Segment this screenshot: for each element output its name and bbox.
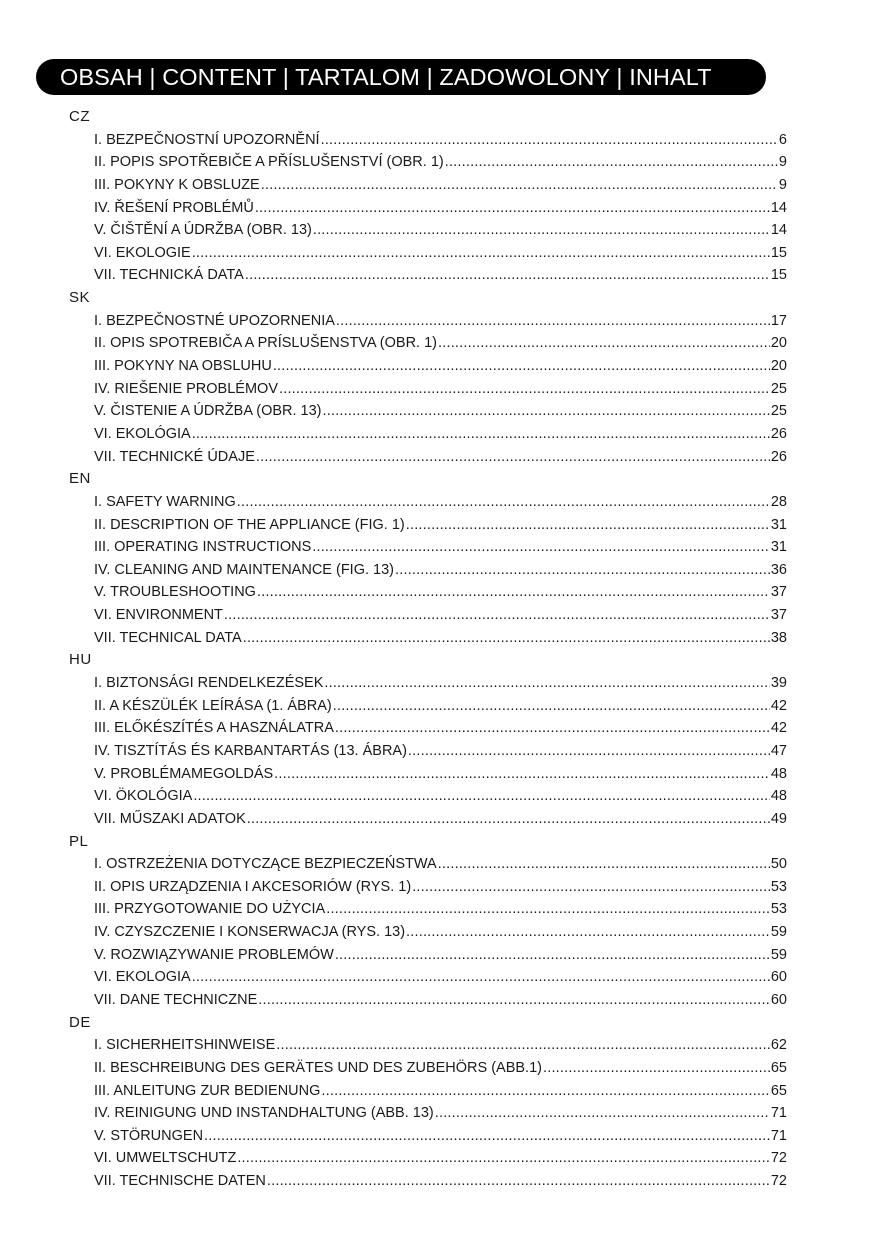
toc-entry-title: II. A KÉSZÜLÉK LEÍRÁSA (1. ÁBRA) [94, 697, 332, 714]
toc-entry-title: III. PRZYGOTOWANIE DO UŻYCIA [94, 901, 326, 918]
dot-leader [313, 219, 770, 242]
toc-entry-page-number: 20 [770, 358, 787, 375]
toc-entry[interactable] [69, 921, 787, 944]
toc-entry[interactable] [69, 151, 787, 174]
toc-entry-page-number: 39 [770, 675, 787, 692]
toc-entry-page-number: 65 [770, 1059, 787, 1076]
toc-entry-title: IV. CZYSZCZENIE I KONSERWACJA (RYS. 13) [94, 924, 406, 941]
dot-leader [237, 491, 770, 514]
toc-entry-page-number: 42 [770, 697, 787, 714]
dot-leader [312, 536, 770, 559]
toc-entry-page-number: 53 [770, 901, 787, 918]
dot-leader [237, 1147, 770, 1170]
dot-leader [192, 423, 770, 446]
toc-entry[interactable] [69, 876, 787, 899]
toc-entry-title: VI. EKOLOGIA [94, 969, 191, 986]
dot-leader [267, 1170, 770, 1193]
toc-entry-title: VI. ENVIRONMENT [94, 607, 223, 624]
dot-leader [243, 627, 770, 650]
toc-entry-title: II. POPIS SPOTŘEBIČE A PŘÍSLUŠENSTVÍ (OBR. 1) [94, 154, 444, 171]
dot-leader [333, 695, 770, 718]
toc-entry[interactable] [69, 853, 787, 876]
dot-leader [276, 1034, 770, 1057]
toc-entry-page-number: 48 [770, 788, 787, 805]
toc-entry-title: IV. ŘEŠENÍ PROBLÉMŮ [94, 199, 254, 216]
toc-entry-title: I. OSTRZEŻENIA DOTYCZĄCE BEZPIECZEŃSTWA [94, 856, 437, 873]
toc-entry-title: VII. TECHNICKÁ DATA [94, 267, 244, 284]
toc-entry-page-number: 26 [770, 425, 787, 442]
contents-title-bar [36, 59, 766, 95]
toc-entry-title: VI. ÖKOLÓGIA [94, 788, 193, 805]
dot-leader [261, 174, 778, 197]
toc-entry[interactable] [69, 966, 787, 989]
toc-entry-page-number: 9 [778, 176, 787, 193]
toc-entry-title: III. OPERATING INSTRUCTIONS [94, 539, 312, 556]
toc-entry-title: VII. MŰSZAKI ADATOK [94, 810, 246, 827]
toc-entry[interactable] [69, 310, 787, 333]
table-of-contents [69, 106, 787, 1193]
language-section-code: CZ [69, 108, 90, 125]
toc-entry-page-number: 62 [770, 1037, 787, 1054]
toc-entry[interactable] [69, 1102, 787, 1125]
dot-leader [323, 400, 770, 423]
toc-entry[interactable] [69, 695, 787, 718]
toc-entry[interactable] [69, 717, 787, 740]
toc-entry-title: VI. EKOLOGIE [94, 244, 191, 261]
toc-entry[interactable] [69, 536, 787, 559]
toc-entry-page-number: 9 [778, 154, 787, 171]
toc-entry-title: IV. REINIGUNG UND INSTANDHALTUNG (ABB. 13) [94, 1105, 434, 1122]
language-section-code: DE [69, 1013, 91, 1031]
toc-entry-title: V. ROZWIĄZYWANIE PROBLEMÓW [94, 946, 334, 963]
language-section-code: EN [69, 470, 91, 488]
toc-entry-page-number: 20 [770, 335, 787, 352]
dot-leader [438, 853, 770, 876]
toc-entry[interactable] [69, 378, 787, 401]
toc-entry-page-number: 25 [770, 380, 787, 397]
dot-leader [335, 717, 770, 740]
toc-entry[interactable] [69, 763, 787, 786]
dot-leader [412, 876, 770, 899]
toc-entry-page-number: 14 [770, 222, 787, 239]
dot-leader [336, 310, 770, 333]
dot-leader [543, 1057, 770, 1080]
toc-entry-title: V. ČIŠTĚNÍ A ÚDRŽBA (OBR. 13) [94, 222, 312, 239]
toc-entry-page-number: 37 [770, 607, 787, 624]
toc-entry[interactable] [69, 174, 787, 197]
toc-entry[interactable] [69, 898, 787, 921]
toc-entry[interactable] [69, 672, 787, 695]
toc-entry-page-number: 17 [770, 312, 787, 329]
toc-entry[interactable] [69, 1147, 787, 1170]
dot-leader [279, 378, 770, 401]
dot-leader [438, 332, 770, 355]
toc-entry-title: II. DESCRIPTION OF THE APPLIANCE (FIG. 1) [94, 516, 405, 533]
toc-entry-page-number: 60 [770, 991, 787, 1008]
page-title: OBSAH | CONTENT | TARTALOM | ZADOWOLONY | INHALT [60, 64, 712, 90]
toc-entry[interactable] [69, 242, 787, 265]
toc-entry-page-number: 65 [770, 1082, 787, 1099]
toc-entry[interactable] [69, 1170, 787, 1193]
toc-entry-title: VI. UMWELTSCHUTZ [94, 1150, 237, 1167]
toc-entry[interactable] [69, 1057, 787, 1080]
toc-entry-page-number: 49 [770, 810, 787, 827]
dot-leader [406, 514, 770, 537]
dot-leader [408, 740, 770, 763]
toc-entry-title: II. OPIS URZĄDZENIA I AKCESORIÓW (RYS. 1) [94, 878, 412, 895]
toc-entry-page-number: 59 [770, 946, 787, 963]
dot-leader [321, 129, 778, 152]
toc-entry[interactable] [69, 355, 787, 378]
toc-entry-title: VII. TECHNISCHE DATEN [94, 1173, 266, 1190]
dot-leader [256, 446, 770, 469]
toc-entry-title: III. POKYNY K OBSLUZE [94, 176, 260, 193]
toc-entry-page-number: 36 [770, 561, 787, 578]
toc-entry-title: III. ELŐKÉSZÍTÉS A HASZNÁLATRA [94, 720, 334, 737]
toc-entry-page-number: 71 [770, 1105, 787, 1122]
toc-entry[interactable] [69, 423, 787, 446]
toc-entry-title: II. BESCHREIBUNG DES GERÄTES UND DES ZUBEHÖRS (ABB.1) [94, 1059, 542, 1076]
toc-entry[interactable] [69, 559, 787, 582]
toc-entry-page-number: 50 [770, 856, 787, 873]
dot-leader [324, 672, 769, 695]
toc-entry-page-number: 37 [770, 584, 787, 601]
toc-entry[interactable] [69, 740, 787, 763]
dot-leader [224, 604, 770, 627]
toc-entry[interactable] [69, 1034, 787, 1057]
toc-entry-title: VII. TECHNICKÉ ÚDAJE [94, 448, 255, 465]
toc-entry[interactable] [69, 129, 787, 152]
dot-leader [321, 1080, 769, 1103]
toc-entry[interactable] [69, 446, 787, 469]
toc-entry-page-number: 31 [770, 516, 787, 533]
toc-entry[interactable] [69, 627, 787, 650]
toc-entry[interactable] [69, 219, 787, 242]
toc-entry[interactable] [69, 264, 787, 287]
toc-entry[interactable] [69, 400, 787, 423]
toc-entry-title: I. BEZPEČNOSTNÍ UPOZORNĚNÍ [94, 131, 320, 148]
toc-entry[interactable] [69, 1125, 787, 1148]
dot-leader [395, 559, 770, 582]
toc-entry-title: V. PROBLÉMAMEGOLDÁS [94, 765, 274, 782]
toc-entry-page-number: 53 [770, 878, 787, 895]
language-section-code: PL [69, 832, 89, 850]
toc-entry[interactable] [69, 581, 787, 604]
dot-leader [247, 808, 770, 831]
toc-entry-page-number: 14 [770, 199, 787, 216]
dot-leader [435, 1102, 770, 1125]
toc-entry-title: I. BEZPEČNOSTNÉ UPOZORNENIA [94, 312, 335, 329]
toc-entry-title: I. SAFETY WARNING [94, 493, 236, 510]
toc-entry-title: V. ČISTENIE A ÚDRŽBA (OBR. 13) [94, 403, 322, 420]
toc-entry-page-number: 15 [770, 267, 787, 284]
toc-entry-page-number: 25 [770, 403, 787, 420]
toc-entry-page-number: 59 [770, 924, 787, 941]
toc-entry-title: I. SICHERHEITSHINWEISE [94, 1037, 276, 1054]
language-section-code: HU [69, 651, 92, 669]
toc-entry[interactable] [69, 491, 787, 514]
dot-leader [257, 581, 770, 604]
dot-leader [326, 898, 770, 921]
toc-entry-page-number: 48 [770, 765, 787, 782]
dot-leader [258, 989, 770, 1012]
toc-entry-title: VII. DANE TECHNICZNE [94, 991, 258, 1008]
toc-entry-page-number: 31 [770, 539, 787, 556]
toc-entry-page-number: 15 [770, 244, 787, 261]
toc-entry[interactable] [69, 944, 787, 967]
toc-entry-page-number: 47 [770, 742, 787, 759]
toc-entry-title: VI. EKOLÓGIA [94, 425, 191, 442]
toc-entry-title: IV. CLEANING AND MAINTENANCE (FIG. 13) [94, 561, 394, 578]
toc-entry[interactable] [69, 514, 787, 537]
toc-entry-title: III. ANLEITUNG ZUR BEDIENUNG [94, 1082, 321, 1099]
toc-entry-page-number: 72 [770, 1150, 787, 1167]
dot-leader [192, 242, 770, 265]
toc-entry-title: IV. RIEŠENIE PROBLÉMOV [94, 380, 278, 397]
toc-entry-page-number: 60 [770, 969, 787, 986]
toc-entry-page-number: 28 [770, 493, 787, 510]
dot-leader [204, 1125, 770, 1148]
toc-entry-page-number: 26 [770, 448, 787, 465]
toc-entry-title: II. OPIS SPOTREBIČA A PRÍSLUŠENSTVA (OBR. 1) [94, 335, 438, 352]
toc-entry-title: IV. TISZTÍTÁS ÉS KARBANTARTÁS (13. ÁBRA) [94, 742, 407, 759]
dot-leader [274, 763, 770, 786]
toc-entry-title: I. BIZTONSÁGI RENDELKEZÉSEK [94, 675, 324, 692]
toc-entry[interactable] [69, 785, 787, 808]
toc-entry-page-number: 6 [778, 131, 787, 148]
toc-entry-page-number: 71 [770, 1127, 787, 1144]
dot-leader [335, 944, 770, 967]
toc-entry[interactable] [69, 197, 787, 220]
toc-entry-page-number: 72 [770, 1173, 787, 1190]
language-section-code: SK [69, 289, 91, 307]
toc-entry[interactable] [69, 1080, 787, 1103]
toc-entry-title: V. TROUBLESHOOTING [94, 584, 256, 601]
dot-leader [192, 966, 770, 989]
dot-leader [406, 921, 770, 944]
dot-leader [193, 785, 770, 808]
toc-entry-page-number: 38 [770, 629, 787, 646]
dot-leader [255, 197, 770, 220]
toc-entry[interactable] [69, 332, 787, 355]
toc-entry-title: VII. TECHNICAL DATA [94, 629, 242, 646]
dot-leader [273, 355, 770, 378]
toc-entry[interactable] [69, 989, 787, 1012]
toc-entry[interactable] [69, 604, 787, 627]
toc-entry-title: V. STÖRUNGEN [94, 1127, 204, 1144]
toc-entry-title: III. POKYNY NA OBSLUHU [94, 358, 272, 375]
toc-entry[interactable] [69, 808, 787, 831]
toc-entry-page-number: 42 [770, 720, 787, 737]
dot-leader [445, 151, 778, 174]
dot-leader [245, 264, 770, 287]
